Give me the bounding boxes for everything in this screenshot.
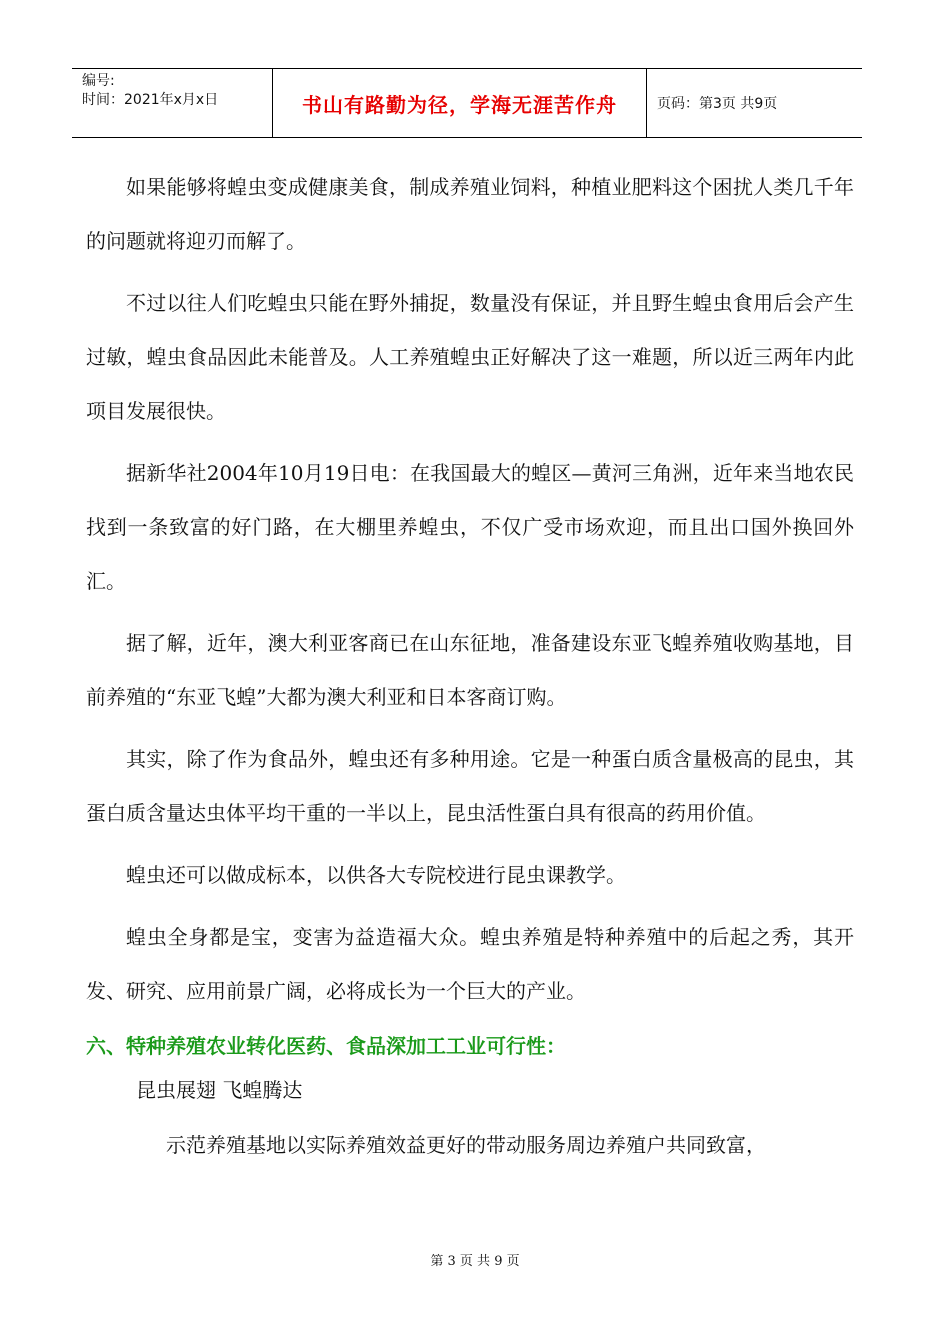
time-label: 时间：2021年x月x日: [82, 92, 219, 108]
paragraph: 其实，除了作为食品外，蝗虫还有多种用途。它是一种蛋白质含量极高的昆虫，其蛋白质含量达虫体平均干重的一半以上，昆虫活性蛋白具有很高的药用价值。: [86, 747, 854, 825]
page-header: [72, 68, 862, 138]
paragraph: 不过以往人们吃蝗虫只能在野外捕捉，数量没有保证，并且野生蝗虫食用后会产生过敏，蝗虫食品因此未能普及。人工养殖蝗虫正好解决了这一难题，所以近三两年内此项目发展很快。: [86, 291, 854, 423]
paragraph: 如果能够将蝗虫变成健康美食，制成养殖业饲料，种植业肥料这个困扰人类几千年的问题就将迎刃而解了。: [86, 175, 854, 253]
section-heading: 六、特种养殖农业转化医药、食品深加工工业可行性：: [86, 1034, 566, 1058]
paragraph: 据新华社2004年10月19日电：在我国最大的蝗区—黄河三角洲，近年来当地农民找到一条致富的好门路，在大棚里养蝗虫，不仅广受市场欢迎，而且出口国外换回外汇。: [86, 461, 854, 593]
header-meta: [72, 69, 273, 137]
header-motto: 书山有路勤为径，学海无涯苦作舟: [273, 69, 647, 137]
number-label: 编号:: [82, 73, 115, 89]
section-subtitle: 昆虫展翅 飞蝗腾达: [136, 1078, 303, 1102]
paragraph: 据了解，近年，澳大利亚客商已在山东征地，准备建设东亚飞蝗养殖收购基地，目前养殖的“东亚飞蝗”大都为澳大利亚和日本客商订购。: [86, 631, 854, 709]
paragraph: 蝗虫还可以做成标本，以供各大专院校进行昆虫课教学。: [126, 863, 626, 887]
document-body: [86, 160, 854, 1172]
header-page-info: 页码：第3页 共9页: [657, 96, 778, 112]
paragraph: 示范养殖基地以实际养殖效益更好的带动服务周边养殖户共同致富，: [166, 1133, 766, 1157]
page-footer: 第 3 页 共 9 页: [430, 1254, 520, 1269]
paragraph: 蝗虫全身都是宝，变害为益造福大众。蝗虫养殖是特种养殖中的后起之秀，其开发、研究、应用前景广阔，必将成长为一个巨大的产业。: [86, 925, 854, 1003]
